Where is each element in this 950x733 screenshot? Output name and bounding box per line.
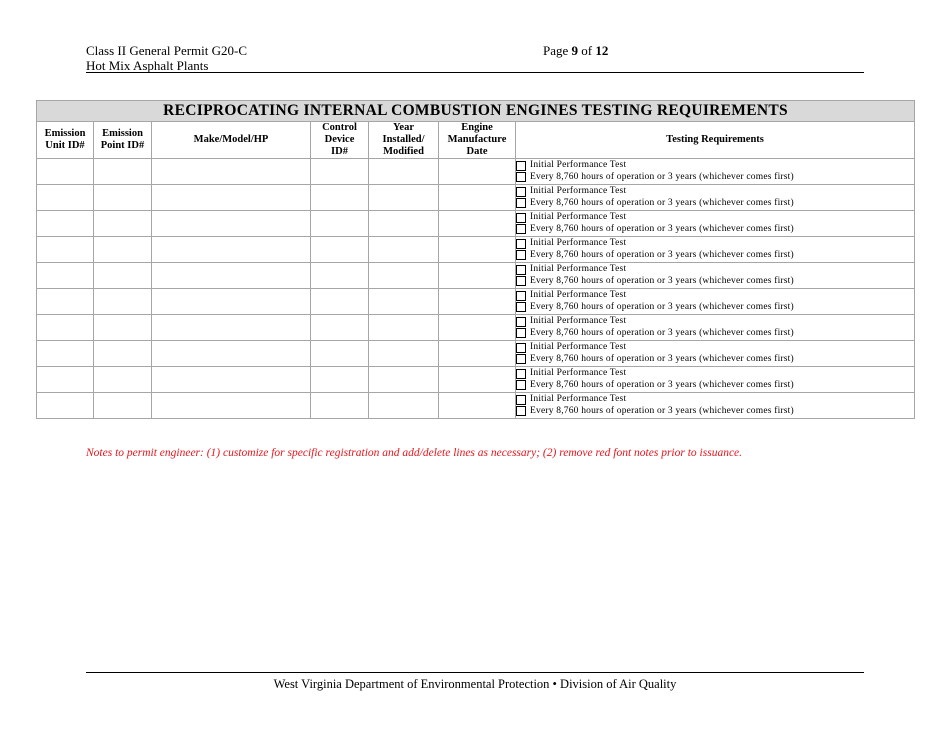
option-label: Initial Performance Test <box>530 160 627 170</box>
table-row <box>37 185 915 211</box>
engine-manufacture-date-cell[interactable] <box>439 237 516 263</box>
option-label: Every 8,760 hours of operation or 3 years (whichever comes first) <box>530 353 794 364</box>
emission-unit-id-cell[interactable] <box>37 315 94 341</box>
checkbox-icon[interactable] <box>516 161 526 171</box>
emission-point-id-cell[interactable] <box>94 185 152 211</box>
make-model-hp-cell[interactable] <box>152 263 311 289</box>
periodic-test-option <box>516 224 914 236</box>
emission-unit-id-cell[interactable] <box>37 185 94 211</box>
col-header-line: Device <box>324 134 355 145</box>
table-row <box>37 263 915 289</box>
checkbox-icon[interactable] <box>516 276 526 286</box>
col-header-engine-manufacture-date <box>439 122 516 159</box>
engine-manufacture-date-cell[interactable] <box>439 263 516 289</box>
checkbox-icon[interactable] <box>516 239 526 249</box>
checkbox-icon[interactable] <box>516 369 526 379</box>
engine-manufacture-date-cell[interactable] <box>439 367 516 393</box>
initial-performance-test-option <box>516 342 914 354</box>
periodic-test-option <box>516 172 914 184</box>
checkbox-icon[interactable] <box>516 172 526 182</box>
engine-manufacture-date-cell[interactable] <box>439 289 516 315</box>
option-label: Every 8,760 hours of operation or 3 years (whichever comes first) <box>530 197 794 208</box>
year-installed-modified-cell[interactable] <box>369 289 439 315</box>
periodic-test-option <box>516 276 914 288</box>
page-total: 12 <box>595 43 609 58</box>
emission-unit-id-cell[interactable] <box>37 237 94 263</box>
table-body <box>37 159 915 419</box>
table-row <box>37 237 915 263</box>
footer-agency: West Virginia Department of Environmental Protection • Division of Air Quality <box>273 677 677 691</box>
option-label: Initial Performance Test <box>530 264 627 274</box>
emission-unit-id-cell[interactable] <box>37 159 94 185</box>
footer-divider <box>86 672 864 673</box>
col-header-make-model-hp <box>152 122 311 159</box>
emission-point-id-cell[interactable] <box>94 393 152 419</box>
option-label: Every 8,760 hours of operation or 3 years (whichever comes first) <box>530 171 794 182</box>
emission-point-id-cell[interactable] <box>94 341 152 367</box>
control-device-id-cell[interactable] <box>311 341 369 367</box>
emission-point-id-cell[interactable] <box>94 367 152 393</box>
table-row <box>37 367 915 393</box>
col-header-line: Testing Requirements <box>666 134 764 145</box>
checkbox-icon[interactable] <box>516 317 526 327</box>
option-label: Every 8,760 hours of operation or 3 years (whichever comes first) <box>530 301 794 312</box>
year-installed-modified-cell[interactable] <box>369 237 439 263</box>
control-device-id-cell[interactable] <box>311 367 369 393</box>
col-header-line: Modified <box>383 146 424 157</box>
control-device-id-cell[interactable] <box>311 185 369 211</box>
testing-requirements-cell <box>516 393 915 419</box>
option-label: Every 8,760 hours of operation or 3 years (whichever comes first) <box>530 275 794 286</box>
col-header-line: ID# <box>331 146 348 157</box>
testing-requirements-cell <box>516 289 915 315</box>
header-divider <box>86 72 864 73</box>
control-device-id-cell[interactable] <box>311 315 369 341</box>
permit-subtitle: Hot Mix Asphalt Plants <box>86 58 209 73</box>
make-model-hp-cell[interactable] <box>152 237 311 263</box>
emission-unit-id-cell[interactable] <box>37 393 94 419</box>
checkbox-icon[interactable] <box>516 198 526 208</box>
year-installed-modified-cell[interactable] <box>369 211 439 237</box>
page-number <box>543 43 608 59</box>
option-label: Initial Performance Test <box>530 186 627 196</box>
make-model-hp-cell[interactable] <box>152 289 311 315</box>
control-device-id-cell[interactable] <box>311 263 369 289</box>
control-device-id-cell[interactable] <box>311 159 369 185</box>
initial-performance-test-option <box>516 238 914 250</box>
option-label: Initial Performance Test <box>530 290 627 300</box>
testing-requirements-cell <box>516 367 915 393</box>
option-label: Initial Performance Test <box>530 212 627 222</box>
option-label: Initial Performance Test <box>530 342 627 352</box>
col-header-control-device-id <box>311 122 369 159</box>
table-row <box>37 211 915 237</box>
initial-performance-test-option <box>516 212 914 224</box>
permit-title: Class II General Permit G20-C <box>86 43 248 58</box>
initial-performance-test-option <box>516 394 914 406</box>
year-installed-modified-cell[interactable] <box>369 315 439 341</box>
control-device-id-cell[interactable] <box>311 393 369 419</box>
table-row <box>37 289 915 315</box>
page-prefix: Page <box>543 43 572 58</box>
checkbox-icon[interactable] <box>516 343 526 353</box>
checkbox-icon[interactable] <box>516 302 526 312</box>
table-row <box>37 393 915 419</box>
year-installed-modified-cell[interactable] <box>369 367 439 393</box>
table-row <box>37 315 915 341</box>
col-header-line: Unit ID# <box>45 140 85 151</box>
initial-performance-test-option <box>516 186 914 198</box>
periodic-test-option <box>516 380 914 392</box>
make-model-hp-cell[interactable] <box>152 341 311 367</box>
option-label: Initial Performance Test <box>530 316 627 326</box>
col-header-year-installed-modified <box>369 122 439 159</box>
checkbox-icon[interactable] <box>516 187 526 197</box>
checkbox-icon[interactable] <box>516 265 526 275</box>
permit-engineer-notes: Notes to permit engineer: (1) customize for specific registration and add/delete lines as necessary; (2) remove red font notes prior to issuance. <box>86 447 743 459</box>
page-of: of <box>578 43 596 58</box>
testing-requirements-cell <box>516 211 915 237</box>
emission-point-id-cell[interactable] <box>94 237 152 263</box>
initial-performance-test-option <box>516 160 914 172</box>
periodic-test-option <box>516 406 914 418</box>
testing-requirements-cell <box>516 185 915 211</box>
option-label: Every 8,760 hours of operation or 3 years (whichever comes first) <box>530 379 794 390</box>
periodic-test-option <box>516 354 914 366</box>
checkbox-icon[interactable] <box>516 328 526 338</box>
control-device-id-cell[interactable] <box>311 289 369 315</box>
testing-requirements-cell <box>516 341 915 367</box>
emission-unit-id-cell[interactable] <box>37 211 94 237</box>
make-model-hp-cell[interactable] <box>152 393 311 419</box>
periodic-test-option <box>516 328 914 340</box>
engine-manufacture-date-cell[interactable] <box>439 211 516 237</box>
table-row <box>37 159 915 185</box>
emission-point-id-cell[interactable] <box>94 159 152 185</box>
testing-requirements-cell <box>516 263 915 289</box>
year-installed-modified-cell[interactable] <box>369 393 439 419</box>
emission-unit-id-cell[interactable] <box>37 263 94 289</box>
emission-unit-id-cell[interactable] <box>37 367 94 393</box>
testing-requirements-cell <box>516 315 915 341</box>
initial-performance-test-option <box>516 264 914 276</box>
initial-performance-test-option <box>516 368 914 380</box>
table-title: RECIPROCATING INTERNAL COMBUSTION ENGINES TESTING REQUIREMENTS <box>37 101 915 122</box>
emission-unit-id-cell[interactable] <box>37 341 94 367</box>
option-label: Every 8,760 hours of operation or 3 years (whichever comes first) <box>530 223 794 234</box>
col-header-emission-unit-id <box>37 122 94 159</box>
initial-performance-test-option <box>516 316 914 328</box>
year-installed-modified-cell[interactable] <box>369 341 439 367</box>
make-model-hp-cell[interactable] <box>152 315 311 341</box>
checkbox-icon[interactable] <box>516 380 526 390</box>
control-device-id-cell[interactable] <box>311 237 369 263</box>
col-header-line: Make/Model/HP <box>193 134 269 145</box>
testing-requirements-cell <box>516 159 915 185</box>
col-header-emission-point-id <box>94 122 152 159</box>
column-header-row <box>37 122 915 159</box>
option-label: Every 8,760 hours of operation or 3 years (whichever comes first) <box>530 405 794 416</box>
checkbox-icon[interactable] <box>516 250 526 260</box>
col-header-line: Year <box>393 122 414 133</box>
option-label: Every 8,760 hours of operation or 3 years (whichever comes first) <box>530 249 794 260</box>
option-label: Every 8,760 hours of operation or 3 years (whichever comes first) <box>530 327 794 338</box>
engine-manufacture-date-cell[interactable] <box>439 315 516 341</box>
col-header-line: Engine <box>461 122 493 133</box>
col-header-line: Point ID# <box>100 140 145 151</box>
checkbox-icon[interactable] <box>516 291 526 301</box>
engine-manufacture-date-cell[interactable] <box>439 393 516 419</box>
col-header-testing-requirements <box>516 122 915 159</box>
control-device-id-cell[interactable] <box>311 211 369 237</box>
make-model-hp-cell[interactable] <box>152 211 311 237</box>
checkbox-icon[interactable] <box>516 395 526 405</box>
engine-manufacture-date-cell[interactable] <box>439 185 516 211</box>
checkbox-icon[interactable] <box>516 354 526 364</box>
year-installed-modified-cell[interactable] <box>369 159 439 185</box>
year-installed-modified-cell[interactable] <box>369 185 439 211</box>
table-row <box>37 341 915 367</box>
page-current: 9 <box>571 43 579 58</box>
periodic-test-option <box>516 250 914 262</box>
col-header-line: Date <box>466 146 488 157</box>
option-label: Initial Performance Test <box>530 368 627 378</box>
emission-point-id-cell[interactable] <box>94 263 152 289</box>
make-model-hp-cell[interactable] <box>152 367 311 393</box>
col-header-line: Control <box>322 122 357 133</box>
periodic-test-option <box>516 198 914 210</box>
col-header-line: Emission <box>44 128 86 139</box>
emission-point-id-cell[interactable] <box>94 211 152 237</box>
col-header-line: Installed/ <box>382 134 425 145</box>
checkbox-icon[interactable] <box>516 213 526 223</box>
make-model-hp-cell[interactable] <box>152 185 311 211</box>
emission-unit-id-cell[interactable] <box>37 289 94 315</box>
document-header <box>86 43 247 73</box>
engine-manufacture-date-cell[interactable] <box>439 159 516 185</box>
emission-point-id-cell[interactable] <box>94 315 152 341</box>
make-model-hp-cell[interactable] <box>152 159 311 185</box>
checkbox-icon[interactable] <box>516 224 526 234</box>
option-label: Initial Performance Test <box>530 394 627 404</box>
col-header-line: Manufacture <box>447 134 507 145</box>
checkbox-icon[interactable] <box>516 406 526 416</box>
initial-performance-test-option <box>516 290 914 302</box>
option-label: Initial Performance Test <box>530 238 627 248</box>
col-header-line: Emission <box>102 128 143 139</box>
testing-requirements-cell <box>516 237 915 263</box>
testing-requirements-table <box>36 100 915 419</box>
engine-manufacture-date-cell[interactable] <box>439 341 516 367</box>
emission-point-id-cell[interactable] <box>94 289 152 315</box>
year-installed-modified-cell[interactable] <box>369 263 439 289</box>
periodic-test-option <box>516 302 914 314</box>
